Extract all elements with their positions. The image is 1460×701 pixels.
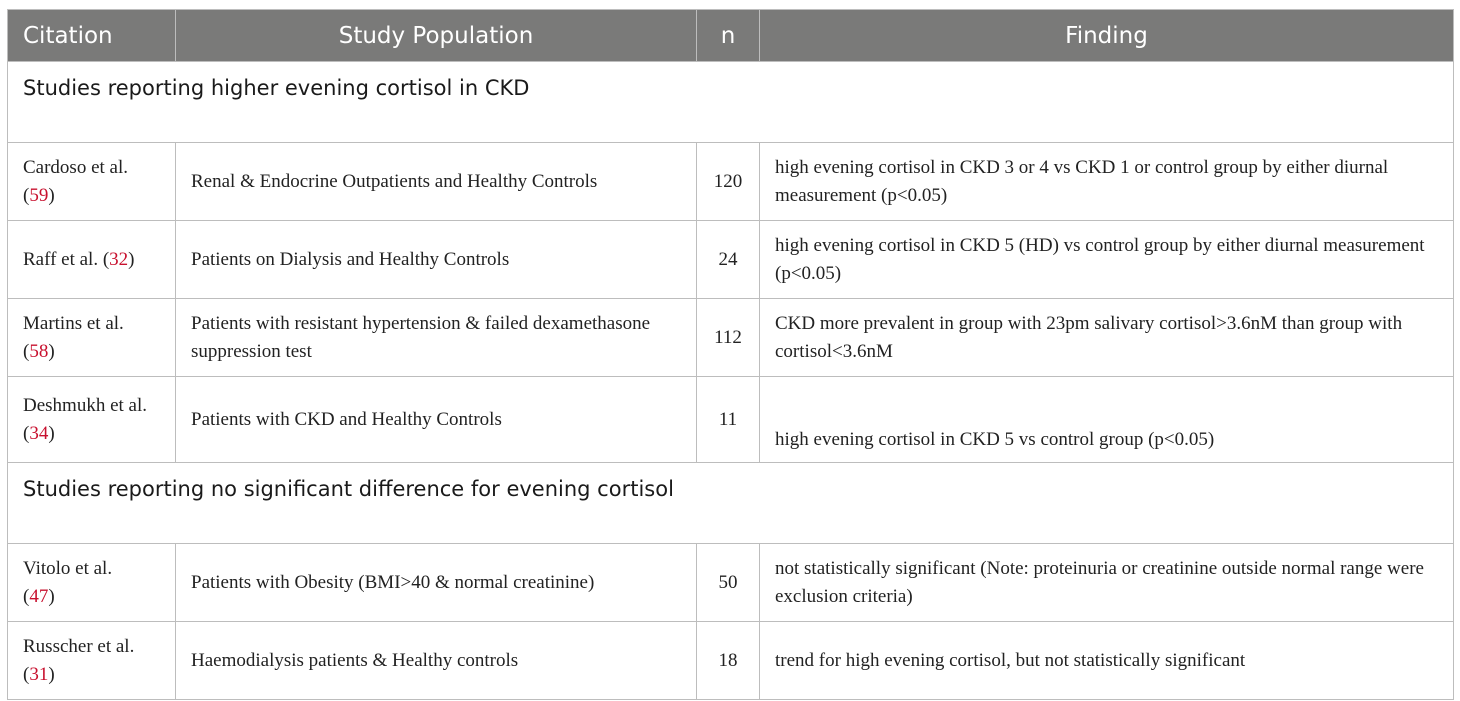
reference-link[interactable]: 32 xyxy=(109,248,129,270)
citation-author: Cardoso et al. xyxy=(23,156,129,178)
reference-link[interactable]: 34 xyxy=(29,422,49,444)
section-title-higher: Studies reporting higher evening cortisol in CKD xyxy=(8,62,1454,143)
citation-author: Raff et al. xyxy=(23,248,99,270)
citation-cell: Cardoso et al. (59) xyxy=(8,143,176,221)
header-n: n xyxy=(697,10,760,62)
citation-cell: Martins et al. (58) xyxy=(8,299,176,377)
finding-cell: trend for high evening cortisol, but not statistically significant xyxy=(760,622,1454,700)
header-study-population: Study Population xyxy=(176,10,697,62)
n-cell: 24 xyxy=(697,221,760,299)
table-row xyxy=(8,221,1454,299)
n-cell: 120 xyxy=(697,143,760,221)
n-cell: 18 xyxy=(697,622,760,700)
header-finding: Finding xyxy=(760,10,1454,62)
reference-link[interactable]: 58 xyxy=(29,340,49,362)
cortisol-studies-table xyxy=(7,9,1454,700)
n-cell: 112 xyxy=(697,299,760,377)
finding-cell: high evening cortisol in CKD 5 vs control group (p<0.05) xyxy=(760,377,1454,463)
citation-author: Vitolo et al. xyxy=(23,557,113,579)
table-row xyxy=(8,377,1454,463)
finding-cell: CKD more prevalent in group with 23pm salivary cortisol>3.6nM than group with cortisol<3.6nM xyxy=(760,299,1454,377)
reference-link[interactable]: 59 xyxy=(29,184,49,206)
citation-cell: Vitolo et al. (47) xyxy=(8,544,176,622)
finding-cell: high evening cortisol in CKD 5 (HD) vs control group by either diurnal measurement (p<0.05) xyxy=(760,221,1454,299)
table-row xyxy=(8,544,1454,622)
citation-author: Russcher et al. xyxy=(23,635,135,657)
table-row xyxy=(8,299,1454,377)
population-cell: Patients on Dialysis and Healthy Controls xyxy=(176,221,697,299)
population-cell: Haemodialysis patients & Healthy controls xyxy=(176,622,697,700)
reference-link[interactable]: 47 xyxy=(29,585,49,607)
citation-author: Martins et al. xyxy=(23,312,124,334)
section-row xyxy=(8,463,1454,544)
population-cell: Renal & Endocrine Outpatients and Healthy Controls xyxy=(176,143,697,221)
table-row xyxy=(8,143,1454,221)
header-citation: Citation xyxy=(8,10,176,62)
population-cell: Patients with Obesity (BMI>40 & normal creatinine) xyxy=(176,544,697,622)
finding-cell: not statistically significant (Note: proteinuria or creatinine outside normal range were exclusion criteria) xyxy=(760,544,1454,622)
finding-cell: high evening cortisol in CKD 3 or 4 vs CKD 1 or control group by either diurnal measurement (p<0.05) xyxy=(760,143,1454,221)
citation-cell: Deshmukh et al. (34) xyxy=(8,377,176,463)
n-cell: 11 xyxy=(697,377,760,463)
header-row xyxy=(8,10,1454,62)
population-cell: Patients with CKD and Healthy Controls xyxy=(176,377,697,463)
citation-cell: Russcher et al. (31) xyxy=(8,622,176,700)
population-cell: Patients with resistant hypertension & failed dexamethasone suppression test xyxy=(176,299,697,377)
section-title-no-difference: Studies reporting no significant difference for evening cortisol xyxy=(8,463,1454,544)
table-row xyxy=(8,622,1454,700)
citation-author: Deshmukh et al. xyxy=(23,394,148,416)
n-cell: 50 xyxy=(697,544,760,622)
citation-cell: Raff et al. (32) xyxy=(8,221,176,299)
section-row xyxy=(8,62,1454,143)
reference-link[interactable]: 31 xyxy=(29,663,49,685)
